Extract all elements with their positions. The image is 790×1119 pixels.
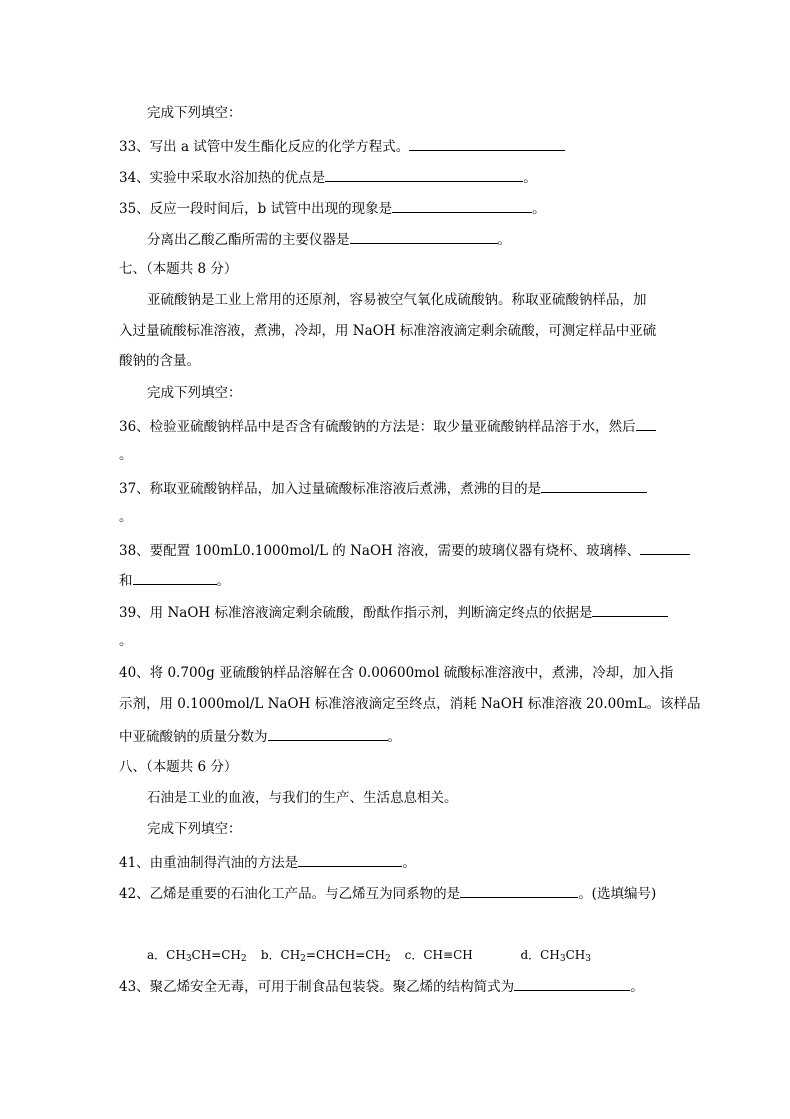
question-40-line3 [119, 726, 401, 746]
answer-blank[interactable] [592, 602, 668, 617]
instruction-line [147, 820, 242, 838]
question-37 [119, 478, 647, 498]
paragraph-text: 石油是工业的血液，与我们的生产、生活息息相关。 [147, 790, 458, 806]
question-text: 42、乙烯是重要的石油化工产品。与乙烯互为同系物的是 [119, 886, 461, 902]
question-text: 36、检验亚硫酸钠样品中是否含有硫酸钠的方法是：取少量亚硫酸钠样品溶于水，然后 [119, 419, 636, 435]
instruction-text: 完成下列填空： [147, 821, 242, 837]
question-37-end [119, 508, 133, 526]
punctuation: 。 [119, 447, 133, 463]
answer-blank[interactable] [325, 167, 523, 182]
instruction-text: 完成下列填空： [147, 385, 242, 401]
question-text: 41、由重油制得汽油的方法是 [119, 855, 299, 871]
paragraph-text: 亚硫酸钠是工业上常用的还原剂，容易被空气氧化成硫酸钠。称取亚硫酸钠样品，加 [147, 292, 647, 308]
punctuation: 。(选填编号) [578, 886, 657, 902]
answer-blank[interactable] [514, 976, 630, 991]
question-text: 43、聚乙烯安全无毒，可用于制食品包装袋。聚乙烯的结构简式为 [119, 979, 515, 995]
question-text: 37、称取亚硫酸钠样品，加入过量硫酸标准溶液后煮沸，煮沸的目的是 [119, 481, 542, 497]
answer-blank[interactable] [133, 570, 217, 585]
answer-blank[interactable] [268, 726, 388, 741]
paragraph-line [147, 789, 458, 807]
punctuation: 。 [119, 633, 133, 649]
question-36 [119, 416, 656, 436]
options-row [147, 946, 591, 964]
paragraph-line [147, 291, 647, 309]
punctuation: 。 [119, 509, 133, 525]
question-42 [119, 883, 656, 903]
question-35 [119, 198, 546, 218]
punctuation: 。 [523, 170, 537, 186]
punctuation: 。 [402, 855, 416, 871]
question-40-line2 [119, 695, 701, 713]
question-43 [119, 976, 644, 996]
conjunction: 和 [119, 573, 133, 589]
question-text: 39、用 NaOH 标准溶液滴定剩余硫酸，酚酞作指示剂，判断滴定终点的依据是 [119, 605, 593, 621]
answer-blank[interactable] [298, 852, 402, 867]
answer-blank[interactable] [640, 540, 690, 555]
question-34 [119, 167, 537, 187]
punctuation: 。 [630, 979, 644, 995]
question-38-cont [119, 570, 230, 590]
punctuation: 。 [497, 232, 511, 248]
instruction-line [147, 104, 242, 122]
answer-blank[interactable] [392, 198, 532, 213]
question-41 [119, 852, 416, 872]
question-36-end [119, 446, 133, 464]
instruction-line [147, 384, 242, 402]
answer-blank[interactable] [636, 416, 656, 431]
punctuation: 。 [216, 573, 230, 589]
option-a[interactable]: a．$CH_3CH=CH_2$ [147, 948, 247, 964]
answer-blank[interactable] [460, 883, 578, 898]
question-text: 34、实验中采取水浴加热的优点是 [119, 170, 326, 186]
paragraph-text: 入过量硫酸标准溶液，煮沸，冷却，用 NaOH 标准溶液滴定剩余硫酸，可测定样品中亚硫 [119, 323, 657, 339]
question-40 [119, 664, 673, 682]
paragraph-line [119, 322, 656, 340]
paragraph-text: 酸钠的含量。 [119, 353, 200, 369]
punctuation: 。 [387, 729, 401, 745]
question-text: 38、要配置 100mL0.1000mol/L 的 NaOH 溶液，需要的玻璃仪器有烧杯、玻璃棒、 [119, 543, 641, 559]
option-d[interactable]: d．$CH_3CH_3$ [520, 948, 591, 964]
question-text: 33、写出 a 试管中发生酯化反应的化学方程式。 [119, 139, 410, 155]
question-text: 示剂，用 0.1000mol/L NaOH 标准溶液滴定至终点，消耗 NaOH 标准溶液 20.00mL。该样品 [119, 696, 701, 712]
punctuation: 。 [532, 201, 546, 217]
option-b[interactable]: b．$CH_2=CHCH=CH_2$ [260, 948, 391, 964]
instruction-text: 完成下列填空： [147, 105, 242, 121]
question-text: 35、反应一段时间后，b 试管中出现的现象是 [119, 201, 393, 217]
question-text: 中亚硫酸钠的质量分数为 [119, 729, 268, 745]
question-text: 40、将 0.700g 亚硫酸钠样品溶解在含 0.00600mol 硫酸标准溶液中，煮沸，冷却，加入指 [119, 665, 674, 681]
paragraph-line [119, 352, 200, 370]
option-c[interactable]: c．CH≡CH [404, 948, 473, 962]
section-7-heading [119, 260, 237, 278]
section-title: 八、（本题共 6 分） [119, 759, 238, 775]
question-39 [119, 602, 668, 622]
question-39-end [119, 632, 133, 650]
question-33 [119, 136, 565, 156]
question-text: 分离出乙酸乙酯所需的主要仪器是 [147, 232, 350, 248]
question-35-part2 [147, 229, 511, 249]
section-8-heading [119, 758, 237, 776]
question-38 [119, 540, 690, 560]
section-title: 七、（本题共 8 分） [119, 261, 238, 277]
answer-blank[interactable] [541, 478, 647, 493]
answer-blank[interactable] [409, 136, 565, 151]
answer-blank[interactable] [350, 229, 498, 244]
